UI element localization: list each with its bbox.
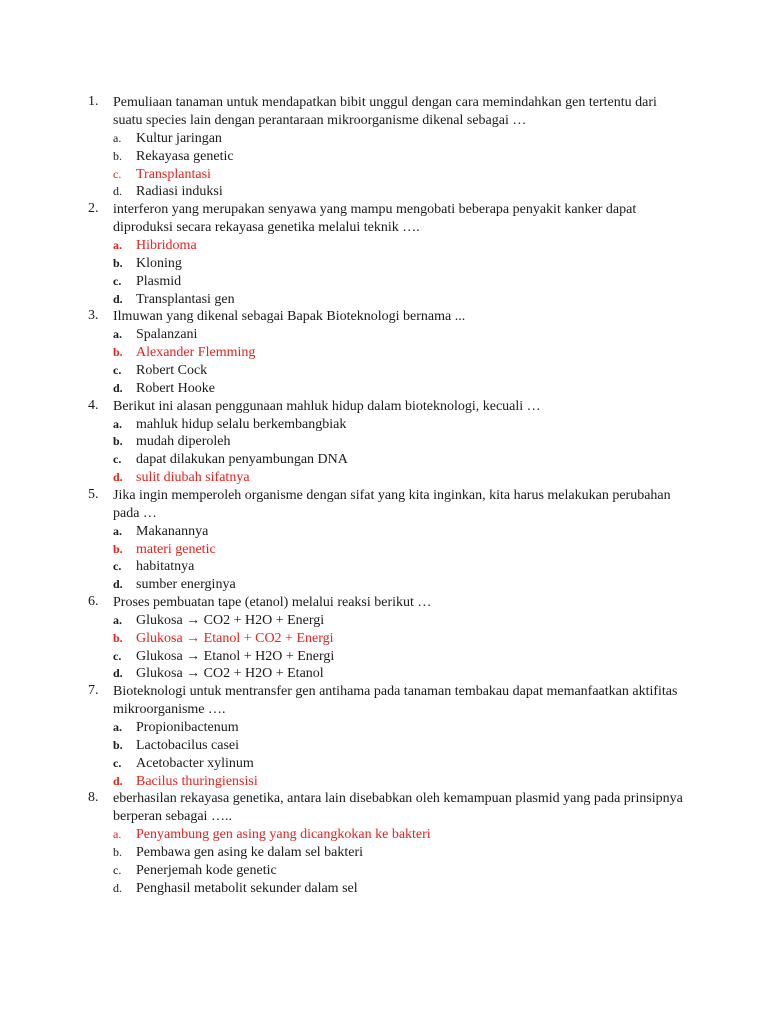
answer-option-correct — [113, 469, 688, 487]
option-list — [113, 237, 688, 308]
question-3 — [88, 308, 688, 397]
option-letter: d. — [113, 773, 123, 788]
option-letter: c. — [113, 452, 122, 467]
question-number: 7. — [88, 683, 99, 699]
answer-option — [113, 380, 688, 398]
answer-option — [113, 576, 688, 594]
answer-option — [113, 291, 688, 309]
question-7 — [88, 683, 688, 790]
option-text: Glukosa → CO2 + H2O + Energi — [136, 612, 325, 628]
option-list — [113, 130, 688, 201]
option-letter: d. — [113, 291, 123, 306]
option-letter: d. — [113, 469, 123, 484]
option-text: sumber energinya — [136, 577, 236, 593]
question-6 — [88, 594, 688, 683]
answer-option — [113, 433, 688, 451]
option-letter: b. — [113, 541, 123, 556]
answer-option — [113, 273, 688, 291]
option-text: Penerjemah kode genetic — [136, 862, 277, 878]
question-text: eberhasilan rekayasa genetika, antara lain disebabkan oleh kemampuan plasmid yang pada prinsipnya berperan sebagai ….. — [113, 791, 683, 825]
option-text: Robert Hooke — [136, 380, 215, 396]
option-text: Spalanzani — [136, 327, 198, 343]
answer-option-correct — [113, 541, 688, 559]
answer-option — [113, 558, 688, 576]
answer-option — [113, 844, 688, 862]
option-letter: d. — [113, 577, 123, 592]
option-text: habitatnya — [136, 559, 195, 575]
option-text: Hibridoma — [136, 238, 197, 254]
question-number: 6. — [88, 593, 99, 609]
option-text: Glukosa → Etanol + CO2 + Energi — [136, 630, 334, 646]
option-text: Kloning — [136, 255, 182, 271]
answer-option-correct — [113, 166, 688, 184]
option-text: Lactobacilus casei — [136, 737, 240, 753]
option-letter: b. — [113, 148, 122, 163]
answer-option — [113, 862, 688, 880]
option-letter: c. — [113, 862, 122, 877]
option-letter: b. — [113, 630, 123, 645]
question-number: 8. — [88, 790, 99, 806]
answer-option — [113, 523, 688, 541]
option-text: materi genetic — [136, 541, 216, 557]
question-number: 1. — [88, 94, 99, 109]
question-number: 5. — [88, 486, 99, 502]
option-list — [113, 719, 688, 790]
answer-option — [113, 130, 688, 148]
answer-option — [113, 255, 688, 273]
question-text: Jika ingin memperoleh organisme dengan sifat yang kita inginkan, kita harus melakukan perubahan pada … — [113, 487, 671, 521]
option-text: Acetobacter xylinum — [136, 755, 254, 771]
option-letter: c. — [113, 648, 122, 663]
question-text: Ilmuwan yang dikenal sebagai Bapak Bioteknologi bernama ... — [113, 309, 466, 325]
option-letter: b. — [113, 255, 123, 270]
option-text: Radiasi induksi — [136, 184, 223, 200]
option-letter: c. — [113, 362, 122, 377]
answer-option — [113, 183, 688, 201]
option-text: Kultur jaringan — [136, 131, 222, 146]
question-1 — [88, 94, 688, 201]
option-text: Penghasil metabolit sekunder dalam sel — [136, 880, 358, 896]
option-text: Alexander Flemming — [136, 345, 256, 361]
option-list — [113, 612, 688, 683]
option-letter: a. — [113, 327, 122, 342]
answer-option — [113, 665, 688, 683]
question-4 — [88, 398, 688, 487]
option-list — [113, 416, 688, 487]
option-list — [113, 326, 688, 397]
option-letter: a. — [113, 720, 122, 735]
answer-option-correct — [113, 630, 688, 648]
option-text: Pembawa gen asing ke dalam sel bakteri — [136, 845, 364, 861]
answer-option — [113, 737, 688, 755]
option-text: Penyambung gen asing yang dicangkokan ke bakteri — [136, 827, 431, 843]
option-letter: a. — [113, 238, 122, 253]
answer-option — [113, 648, 688, 666]
answer-option-correct — [113, 237, 688, 255]
option-text: Glukosa → CO2 + H2O + Etanol — [136, 666, 324, 682]
option-text: mudah diperoleh — [136, 434, 231, 450]
option-letter: d. — [113, 880, 122, 895]
option-text: Glukosa → Etanol + H2O + Energi — [136, 648, 335, 664]
answer-option — [113, 416, 688, 434]
option-letter: a. — [113, 131, 122, 145]
option-letter: d. — [113, 666, 123, 681]
option-text: Transplantasi gen — [136, 291, 235, 307]
option-letter: c. — [113, 559, 122, 574]
option-letter: d. — [113, 380, 123, 395]
option-text: Robert Cock — [136, 362, 208, 378]
option-text: Transplantasi — [136, 166, 211, 182]
answer-option — [113, 362, 688, 380]
option-letter: c. — [113, 755, 122, 770]
question-5 — [88, 487, 688, 594]
option-text: Plasmid — [136, 273, 182, 289]
option-letter: a. — [113, 523, 122, 538]
option-letter: c. — [113, 166, 122, 181]
option-letter: b. — [113, 434, 123, 449]
answer-option — [113, 451, 688, 469]
option-letter: b. — [113, 845, 122, 860]
quiz-question-list — [88, 94, 688, 898]
question-text: Bioteknologi untuk mentransfer gen antihama pada tanaman tembakau dapat memanfaatkan aktifitas mikroorganisme …. — [113, 684, 678, 718]
option-text: sulit diubah sifatnya — [136, 469, 250, 485]
option-letter: a. — [113, 827, 122, 842]
option-text: Rekayasa genetic — [136, 148, 234, 164]
question-text: Pemuliaan tanaman untuk mendapatkan bibit unggul dengan cara memindahkan gen tertentu dari suatu species lain dengan perantaraan mikroorganisme dikenal sebagai … — [113, 95, 657, 128]
question-number: 4. — [88, 397, 99, 413]
option-text: Makanannya — [136, 523, 209, 539]
answer-option — [113, 880, 688, 898]
answer-option-correct — [113, 344, 688, 362]
question-8 — [88, 790, 688, 897]
option-text: dapat dilakukan penyambungan DNA — [136, 452, 348, 468]
option-letter: a. — [113, 416, 122, 431]
question-text: Proses pembuatan tape (etanol) melalui reaksi berikut … — [113, 594, 432, 610]
option-letter: b. — [113, 737, 123, 752]
option-text: mahluk hidup selalu berkembangbiak — [136, 416, 347, 432]
option-text: Bacilus thuringiensisi — [136, 773, 258, 789]
question-number: 3. — [88, 308, 99, 324]
option-list — [113, 826, 688, 897]
option-list — [113, 523, 688, 594]
answer-option — [113, 148, 688, 166]
question-text: interferon yang merupakan senyawa yang mampu mengobati beberapa penyakit kanker dapat diproduksi secara rekayasa genetika melalui teknik …. — [113, 202, 637, 236]
answer-option — [113, 326, 688, 344]
option-letter: d. — [113, 184, 122, 199]
answer-option — [113, 612, 688, 630]
answer-option — [113, 755, 688, 773]
option-letter: b. — [113, 345, 123, 360]
answer-option-correct — [113, 826, 688, 844]
option-letter: c. — [113, 273, 122, 288]
question-text: Berikut ini alasan penggunaan mahluk hidup dalam bioteknologi, kecuali … — [113, 398, 541, 414]
option-text: Propionibactenum — [136, 720, 239, 736]
answer-option — [113, 719, 688, 737]
answer-option-correct — [113, 773, 688, 791]
question-2 — [88, 201, 688, 308]
question-number: 2. — [88, 201, 99, 217]
option-letter: a. — [113, 612, 122, 627]
